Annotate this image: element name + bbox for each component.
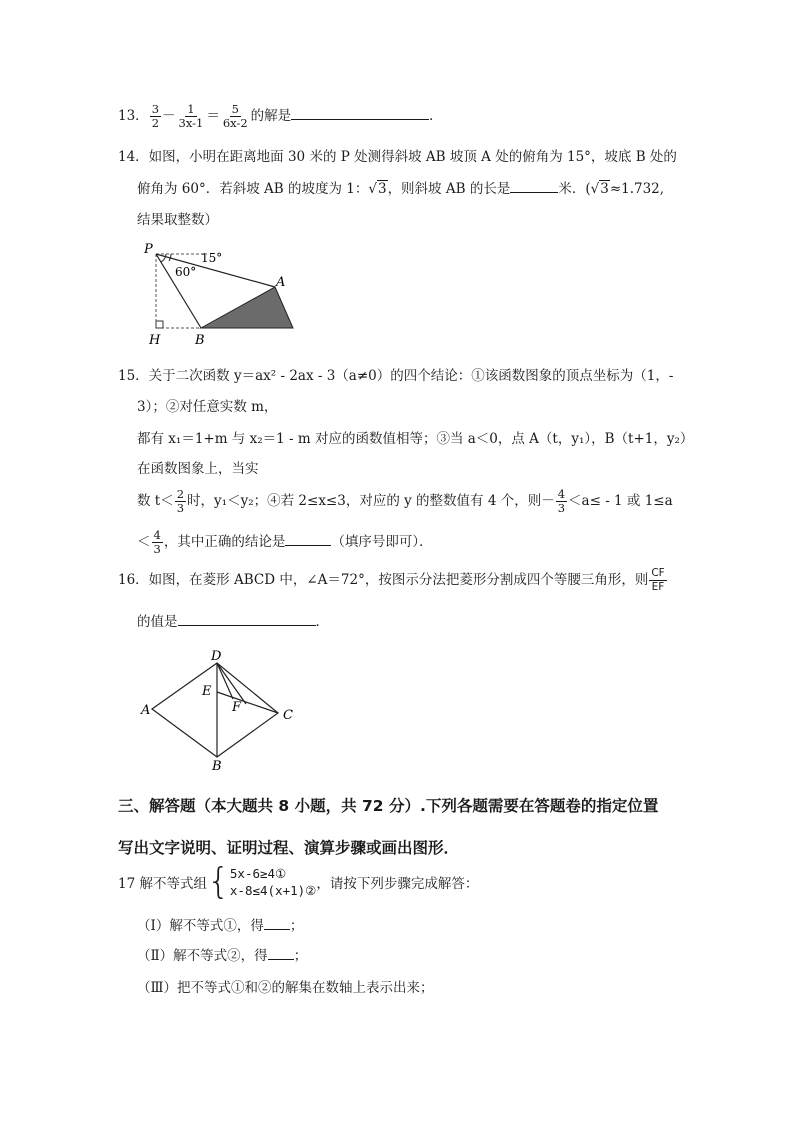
q15-line-1: 15．关于二次函数 y＝ax² - 2ax - 3（a≠0）的四个结论：①该函数图象的顶点坐标为（1，- (118, 368, 674, 384)
q16-answer-blank[interactable] (178, 613, 316, 626)
q17-inequality-2: x-8≤4(x+1)② (229, 883, 317, 898)
q14-line-2: 俯角为 60°．若斜坡 AB 的坡度为 1：√3，则斜坡 AB 的长是 米．(√3≈1.732, (137, 181, 665, 197)
q17-inequality-1: 5x-6≥4① (229, 866, 287, 881)
q15-line-6: ＜ $\frac{4}{3}$ ，其中正确的结论是 （填序号即可）． (137, 528, 433, 556)
q17-step-2-blank[interactable] (268, 947, 294, 960)
q17-step-1: （Ⅰ）解不等式①，得 ； (137, 918, 304, 934)
label-B: B (212, 759, 222, 774)
q15-line-2: 3）；②对任意实数 m， (137, 399, 278, 415)
q14-slope-figure (135, 240, 305, 350)
q15-line-3: 都有 x₁＝1+m 与 x₂＝1 - m 对应的函数值相等；③当 a＜0，点 A（t，y₁），B（t+1，y₂） (137, 431, 694, 447)
q13-fraction-2: $\frac{1}{3x-1}$ (178, 102, 204, 130)
q17-inequality-system (230, 865, 316, 899)
sqrt-icon: √ (368, 181, 377, 197)
q16-fraction-cf-ef: $\frac{CF}{EF}$ (651, 567, 665, 593)
label-A: A (141, 703, 151, 718)
q16-line-2: 的值是 ． (137, 614, 329, 630)
angle-60-label: 60° (175, 265, 197, 279)
q15-line-5: 数 t＜ $\frac{2}{3}$ 时，y₁＜y₂；④若 2≤x≤3，对应的 y 的整数值有 4 个，则－ $\frac{4}{3}$ ＜a≤ - 1 或 1≤a (137, 487, 673, 515)
label-P: P (144, 242, 153, 257)
q15-answer-blank[interactable] (285, 533, 331, 546)
q17-step-1-blank[interactable] (264, 917, 290, 930)
label-H: H (149, 333, 161, 348)
angle-15-label: 15° (201, 251, 223, 265)
q14-answer-blank[interactable] (510, 180, 558, 193)
section-3-heading-line-1: 三、解答题（本大题共 8 小题，共 72 分）.下列各题需要在答题卷的指定位置 (118, 797, 659, 815)
section-3-heading-line-2: 写出文字说明、证明过程、演算步骤或画出图形． (118, 839, 460, 857)
label-F: F (232, 700, 242, 715)
q16-rhombus-figure (135, 645, 310, 775)
q15-fraction-4-3-b: $\frac{4}{3}$ (153, 528, 161, 556)
q15-fraction-2-3: $\frac{2}{3}$ (176, 487, 185, 515)
label-B: B (195, 333, 205, 348)
q14-line-1: 14．如图，小明在距离地面 30 米的 P 处测得斜坡 AB 坡顶 A 处的俯角为 15°，坡底 B 处的 (118, 149, 677, 165)
label-C: C (283, 708, 293, 723)
q17-step-2: （Ⅱ）解不等式②，得 ； (137, 948, 308, 964)
q13-fraction-1: $\frac{3}{2}$ (151, 102, 160, 130)
question-13: 13． $\frac{3}{2}$ － $\frac{1}{3x-1}$ ＝ $\frac{5}{6x-2}$ 的解是 ． (118, 102, 443, 130)
label-A: A (276, 275, 286, 290)
brace-icon: { (206, 861, 230, 902)
q13-answer-blank[interactable] (291, 107, 429, 120)
q17-step-3: （Ⅲ）把不等式①和②的解集在数轴上表示出来； (137, 980, 434, 996)
q17-header: 17 解不等式组 { 5x-6≥4① x-8≤4(x+1)② ，请按下列步骤完成解答： (118, 861, 479, 902)
q14-line-3: 结果取整数） (137, 212, 218, 228)
q13-fraction-3: $\frac{5}{6x-2}$ (222, 102, 248, 130)
q13-number: 13． (118, 108, 149, 124)
q15-fraction-4-3-a: $\frac{4}{3}$ (557, 487, 566, 515)
q16-line-1: 16．如图，在菱形 ABCD 中，∠A＝72°，按图示分法把菱形分割成四个等腰三角形，则 $\frac{CF}{EF}$ (118, 567, 665, 593)
label-E: E (202, 684, 212, 699)
sqrt-icon: √ (590, 181, 600, 197)
q15-line-4: 在函数图象上，当实 (137, 461, 259, 477)
label-D: D (211, 649, 222, 664)
